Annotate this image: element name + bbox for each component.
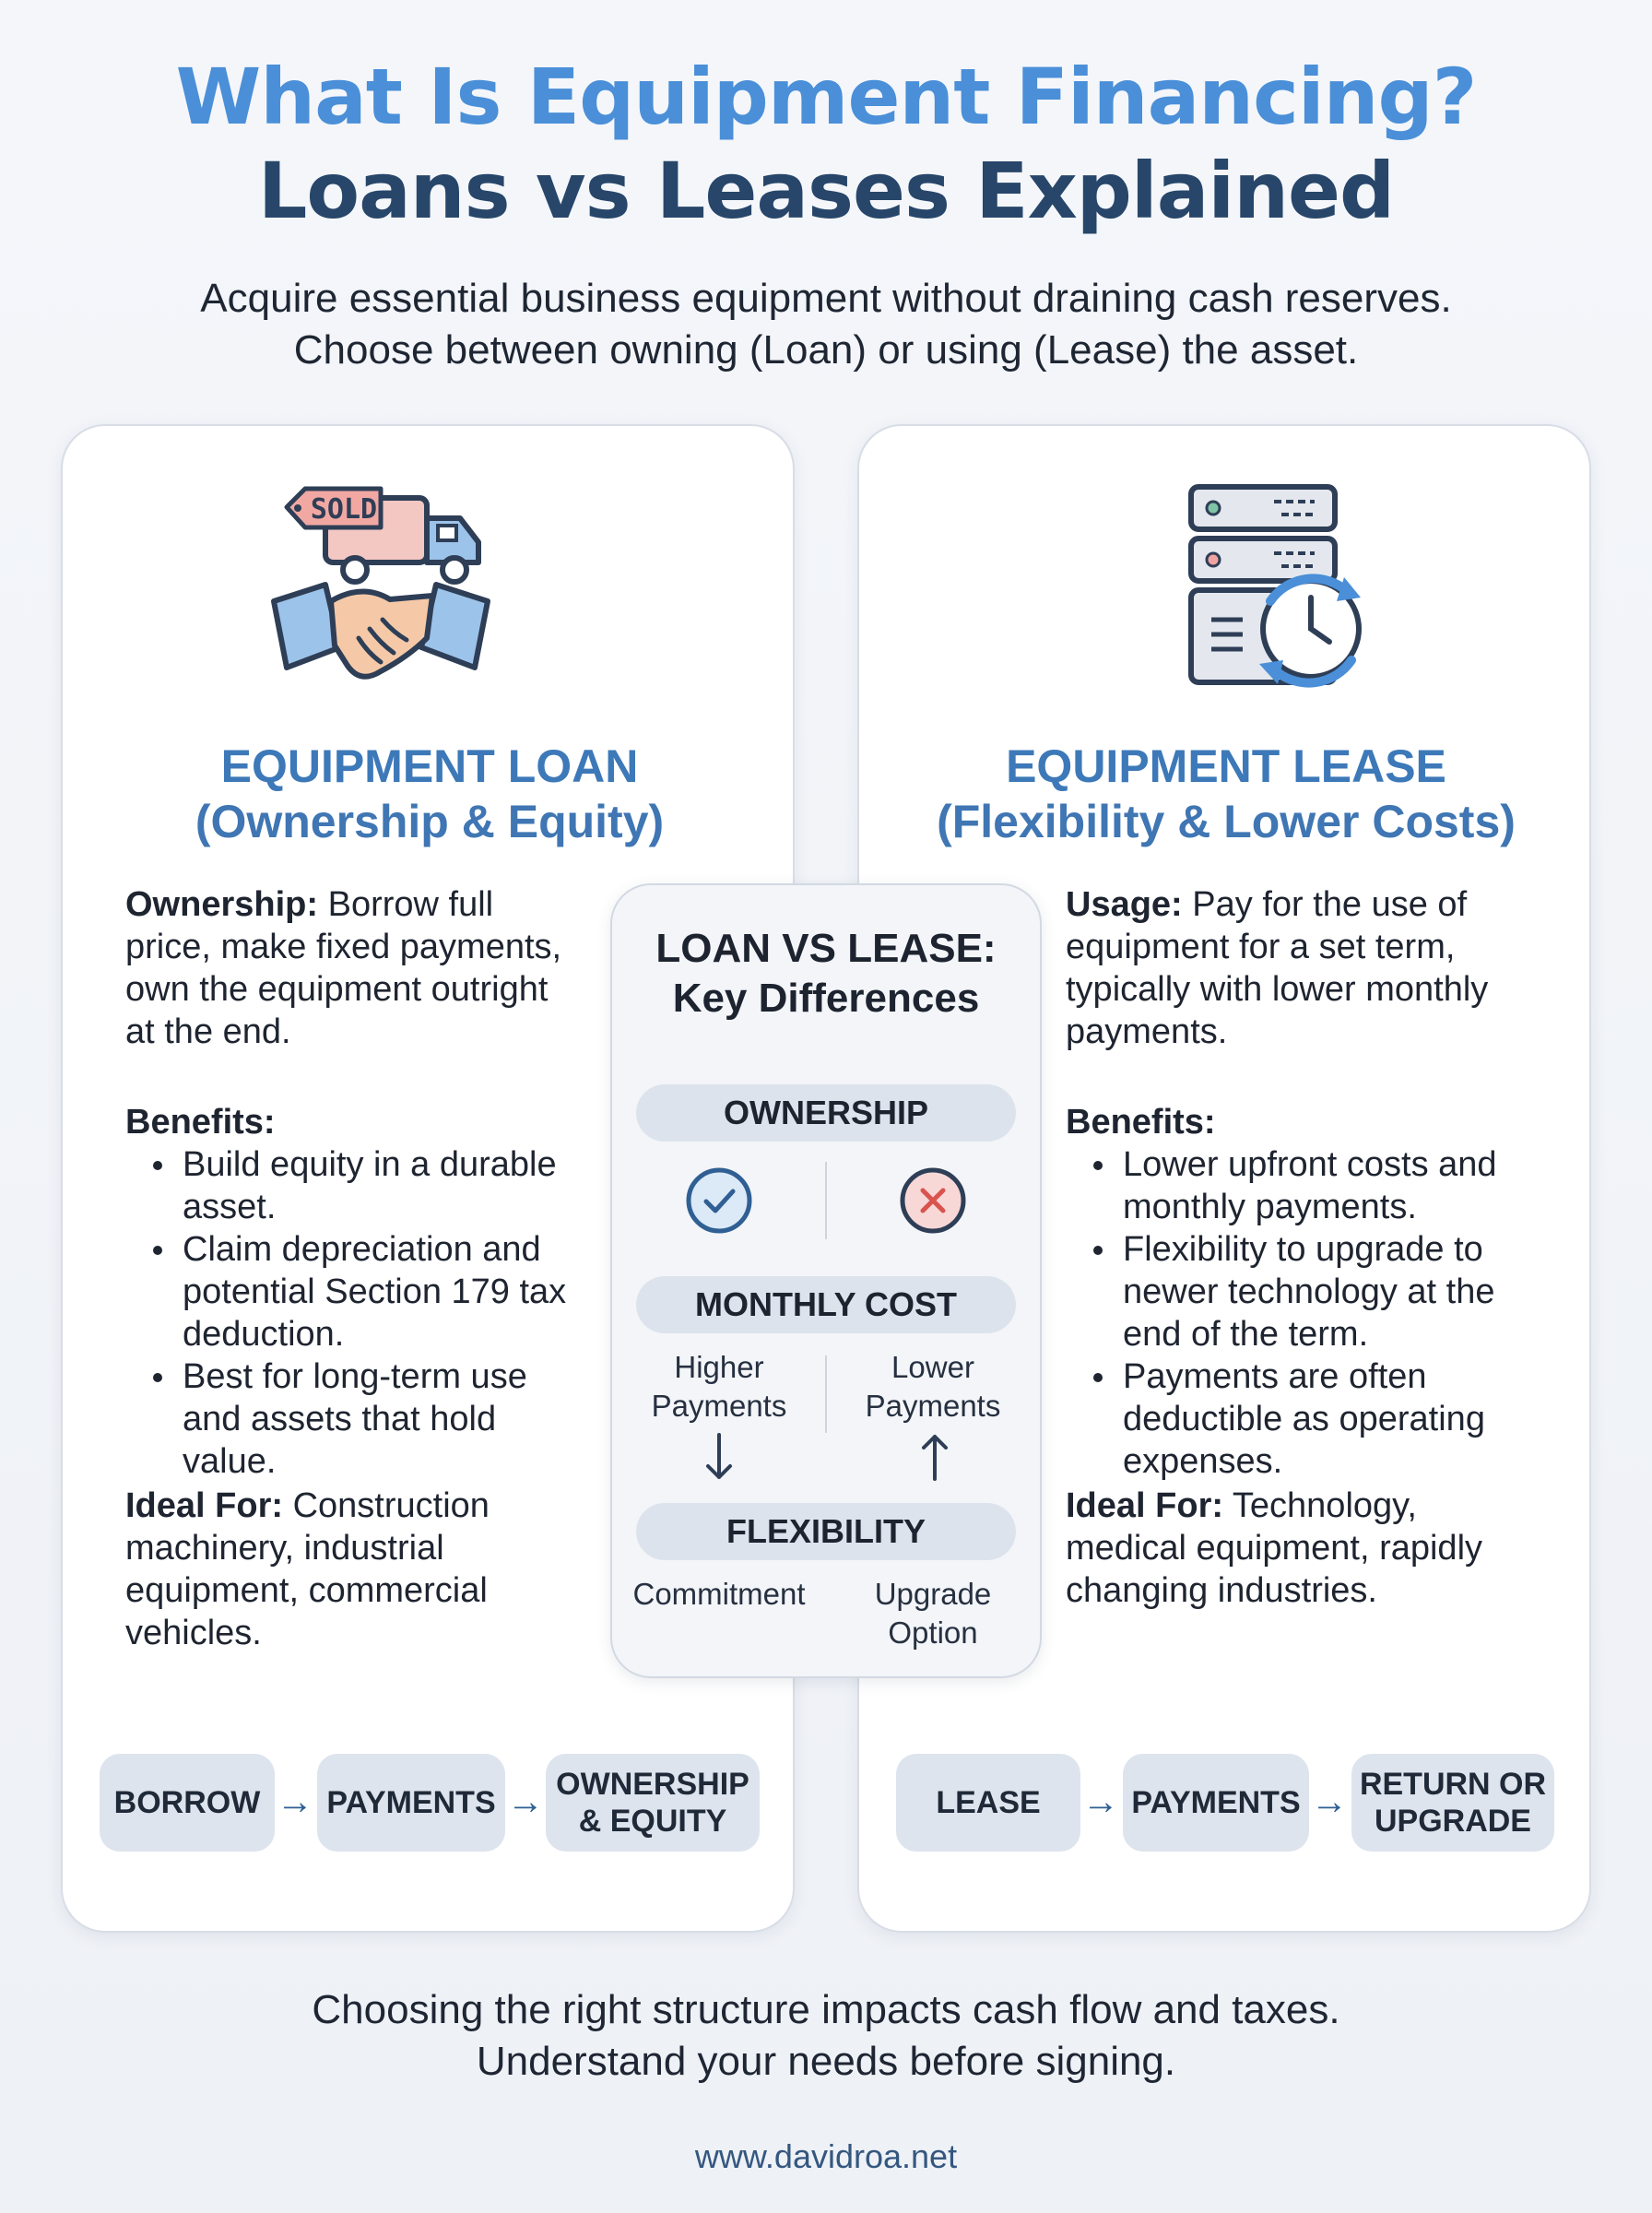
bullet-line: Best for long-term use bbox=[183, 1357, 527, 1396]
lease-process-flow bbox=[859, 1754, 1593, 1855]
arrow-down-icon bbox=[702, 1431, 736, 1483]
comparison-title-line-2: Key Differences bbox=[672, 976, 980, 1021]
flexibility-band: FLEXIBILITY bbox=[636, 1503, 1016, 1560]
lease-usage-line: payments. bbox=[1066, 1012, 1228, 1051]
arrow-right-icon: → bbox=[507, 1781, 544, 1822]
loan-ownership-line: own the equipment outright bbox=[125, 970, 549, 1009]
flow-step-payments: PAYMENTS bbox=[1123, 1754, 1309, 1852]
footer-line-2: Understand your needs before signing. bbox=[476, 2039, 1176, 2084]
lease-usage-text bbox=[1066, 883, 1582, 1053]
lease-benefits-label: Benefits: bbox=[1066, 1103, 1216, 1142]
loan-ideal-label: Ideal For: bbox=[125, 1486, 284, 1525]
truck-handshake-icon bbox=[270, 481, 491, 703]
intro-line-1: Acquire essential business equipment without draining cash reserves. bbox=[200, 276, 1452, 321]
x-circle-icon bbox=[898, 1166, 968, 1236]
sold-tag-text: SOLD bbox=[310, 493, 378, 526]
lease-benefits-list bbox=[1066, 1143, 1582, 1483]
lease-ideal-label: Ideal For: bbox=[1066, 1486, 1224, 1525]
loan-monthly-cost: Higher Payments bbox=[651, 1350, 787, 1423]
title-line-2: Loans vs Leases Explained bbox=[257, 146, 1395, 236]
lease-ideal-text bbox=[1066, 1485, 1582, 1612]
bullet-line: Build equity in a durable bbox=[183, 1145, 557, 1184]
loan-process-flow bbox=[63, 1754, 796, 1855]
loan-ownership-line: Borrow full bbox=[327, 885, 494, 924]
lease-usage-line: equipment for a set term, bbox=[1066, 928, 1456, 966]
lease-monthly-cost: Lower Payments bbox=[865, 1350, 1001, 1423]
bullet-line: monthly payments. bbox=[1123, 1188, 1417, 1226]
bullet-line: and assets that hold bbox=[183, 1400, 497, 1438]
bullet-line: end of the term. bbox=[1123, 1315, 1369, 1354]
bullet-line: potential Section 179 tax bbox=[183, 1272, 567, 1311]
title-line-1: What Is Equipment Financing? bbox=[175, 52, 1477, 142]
loan-ownership-label: Ownership: bbox=[125, 885, 319, 924]
bullet-line: value. bbox=[183, 1442, 277, 1481]
lease-flexibility: Upgrade Option bbox=[874, 1577, 992, 1650]
flow-step-lease: LEASE bbox=[896, 1754, 1080, 1852]
comparison-card bbox=[610, 883, 1042, 1678]
flow-step-borrow: BORROW bbox=[100, 1754, 275, 1852]
lease-usage-label: Usage: bbox=[1066, 885, 1183, 924]
lease-benefits-heading bbox=[1066, 1101, 1216, 1143]
bullet-line: Lower upfront costs and bbox=[1123, 1145, 1497, 1184]
divider bbox=[825, 1162, 827, 1239]
flow-step-payments: PAYMENTS bbox=[317, 1754, 505, 1852]
list-item bbox=[1066, 1143, 1582, 1228]
bullet-line: expenses. bbox=[1123, 1442, 1283, 1481]
loan-ideal-line: vehicles. bbox=[125, 1614, 262, 1652]
lease-usage-line: Pay for the use of bbox=[1192, 885, 1468, 924]
loan-ideal-line: equipment, commercial bbox=[125, 1571, 488, 1610]
lease-ideal-line: Technology, bbox=[1232, 1486, 1417, 1525]
check-circle-icon bbox=[684, 1166, 754, 1236]
lease-ideal-line: changing industries. bbox=[1066, 1571, 1377, 1610]
server-clock-icon bbox=[1163, 481, 1385, 703]
divider bbox=[825, 1355, 827, 1433]
loan-title: EQUIPMENT LOAN bbox=[220, 740, 639, 792]
flow-step-ownership-equity: OWNERSHIP & EQUITY bbox=[546, 1754, 760, 1852]
ownership-band: OWNERSHIP bbox=[636, 1084, 1016, 1142]
arrow-up-icon bbox=[918, 1431, 951, 1483]
lease-subtitle: (Flexibility & Lower Costs) bbox=[937, 796, 1516, 847]
arrow-right-icon: → bbox=[1082, 1781, 1119, 1822]
lease-ideal-line: medical equipment, rapidly bbox=[1066, 1529, 1483, 1568]
loan-ownership-line: at the end. bbox=[125, 1012, 291, 1051]
lease-title: EQUIPMENT LEASE bbox=[1006, 740, 1446, 792]
lease-usage-line: typically with lower monthly bbox=[1066, 970, 1489, 1009]
loan-flexibility: Commitment bbox=[632, 1577, 806, 1611]
bullet-line: asset. bbox=[183, 1188, 277, 1226]
website-url[interactable]: www.davidroa.net bbox=[694, 2137, 958, 2175]
bullet-line: newer technology at the bbox=[1123, 1272, 1495, 1311]
loan-ideal-line: Construction bbox=[292, 1486, 490, 1525]
monthly-cost-band: MONTHLY COST bbox=[636, 1276, 1016, 1333]
arrow-right-icon: → bbox=[277, 1781, 313, 1822]
intro-line-2: Choose between owning (Loan) or using (Lease) the asset. bbox=[293, 327, 1359, 373]
bullet-line: deduction. bbox=[183, 1315, 345, 1354]
loan-benefits-label: Benefits: bbox=[125, 1103, 276, 1142]
loan-ownership-line: price, make fixed payments, bbox=[125, 928, 562, 966]
footer-line-1: Choosing the right structure impacts cash flow and taxes. bbox=[312, 1987, 1340, 2032]
bullet-line: Flexibility to upgrade to bbox=[1123, 1230, 1483, 1269]
bullet-line: Claim depreciation and bbox=[183, 1230, 541, 1269]
loan-benefits-heading bbox=[125, 1101, 276, 1143]
loan-subtitle: (Ownership & Equity) bbox=[195, 796, 665, 847]
list-item bbox=[1066, 1355, 1582, 1483]
list-item bbox=[1066, 1228, 1582, 1355]
loan-ideal-text bbox=[125, 1485, 642, 1654]
comparison-title-line-1: LOAN VS LEASE: bbox=[655, 926, 997, 971]
bullet-line: Payments are often bbox=[1123, 1357, 1427, 1396]
bullet-line: deductible as operating bbox=[1123, 1400, 1485, 1438]
arrow-right-icon: → bbox=[1311, 1781, 1348, 1822]
loan-ideal-line: machinery, industrial bbox=[125, 1529, 444, 1568]
flow-step-return-upgrade: RETURN OR UPGRADE bbox=[1351, 1754, 1554, 1852]
